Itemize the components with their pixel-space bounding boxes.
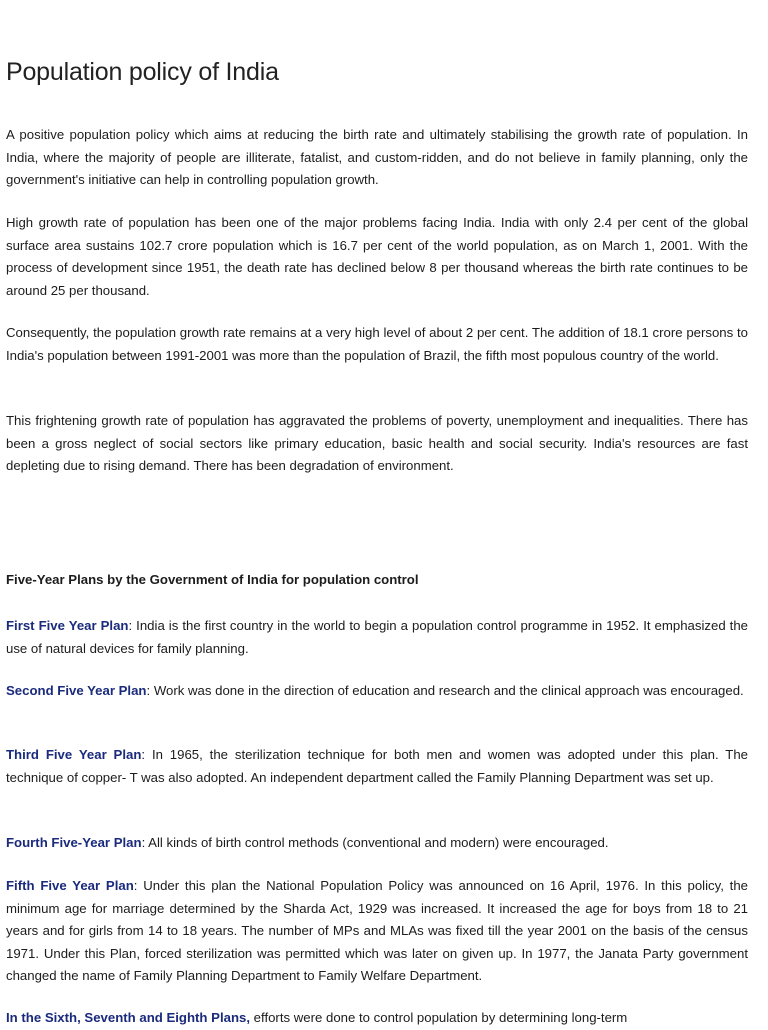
plan-name: Second Five Year Plan [6, 683, 147, 698]
page-title: Population policy of India [6, 58, 279, 86]
plan-paragraph-second [6, 680, 748, 703]
plan-paragraph-fifth [6, 875, 748, 988]
plan-name: Fourth Five-Year Plan [6, 835, 142, 850]
plan-text: : India is the first country in the world to begin a population control programme in 1952. It emphasized the use of natural devices for family planning. [6, 618, 748, 656]
plan-name: First Five Year Plan [6, 618, 129, 633]
consequence-paragraph: Consequently, the population growth rate remains at a very high level of about 2 per cent. The addition of 18.1 crore persons to India's population between 1991-2001 was more than the population of Brazil, the fifth most populous country of the world. [6, 325, 748, 363]
intro-paragraph: A positive population policy which aims at reducing the birth rate and ultimately stabilising the growth rate of population. In India, where the majority of people are illiterate, fatalist, and custom-ridden, and do not believe in family planning, only the government's initiative can help in controlling population growth. [6, 127, 748, 188]
plan-text: : In 1965, the sterilization technique for both men and women was adopted under this plan. The technique of copper- T was also adopted. An independent department called the Family Planning Department was set up. [6, 747, 749, 785]
plan-text: : All kinds of birth control methods (conventional and modern) were encouraged. [141, 835, 609, 850]
plan-paragraph-first [6, 615, 748, 660]
plan-name: In the Sixth, Seventh and Eighth Plans, [6, 1010, 251, 1025]
plan-name: Third Five Year Plan [6, 747, 142, 762]
plan-name: Fifth Five Year Plan [6, 878, 134, 893]
plan-text: : Under this plan the National Population Policy was announced on 16 April, 1976. In this policy, the minimum age for marriage determined by the Sharda Act, 1929 was increased. It increased the age for boys from 18 to 21 years and for girls from 14 to 18 years. The number of MPs and MLAs was fixed till the year 2001 on the basis of the census 1971. Under this Plan, forced sterilization was permitted which was later on given up. In 1977, the Janata Party government changed the name of Family Planning Department to Family Welfare Department. [6, 878, 748, 984]
plan-paragraph-fourth [6, 832, 748, 855]
plan-text: : Work was done in the direction of education and research and the clinical approach was encouraged. [146, 683, 744, 698]
growth-rate-paragraph: High growth rate of population has been one of the major problems facing India. India with only 2.4 per cent of the global surface area sustains 102.7 crore population which is 16.7 per cent of the world population, as on March 1, 2001. With the process of development since 1951, the death rate has declined below 8 per thousand whereas the birth rate continues to be around 25 per thousand. [6, 215, 748, 298]
plan-text: efforts were done to control population by determining long-term [250, 1010, 628, 1025]
section-heading: Five-Year Plans by the Government of India for population control [6, 572, 419, 587]
plan-paragraph-sixth [6, 1007, 748, 1030]
plan-paragraph-third [6, 744, 748, 789]
problems-paragraph: This frightening growth rate of population has aggravated the problems of poverty, unemployment and inequalities. There has been a gross neglect of social sectors like primary education, basic health and social security. India's resources are fast depleting due to rising demand. There has been degradation of environment. [6, 413, 748, 474]
